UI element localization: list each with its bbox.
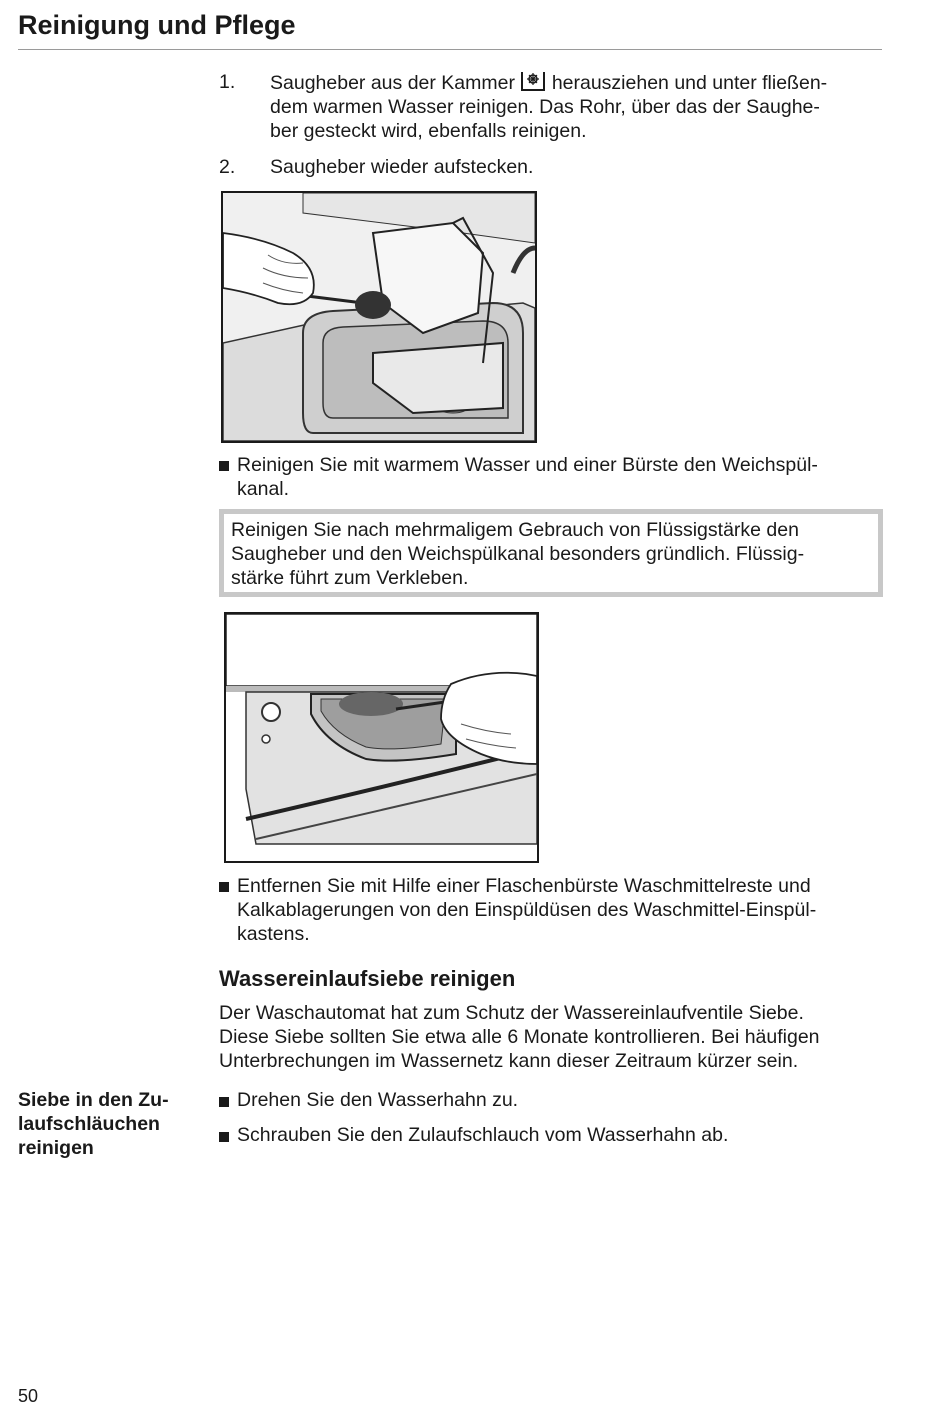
bullet-marker [219, 461, 229, 471]
bullet-marker [219, 1097, 229, 1107]
step-line: ber gesteckt wird, ebenfalls reinigen. [270, 120, 587, 142]
paragraph-line: Der Waschautomat hat zum Schutz der Wassereinlaufventile Siebe. [219, 1002, 804, 1024]
note-box [219, 509, 883, 597]
bullet-line: Reinigen Sie mit warmem Wasser und einer Bürste den Weichspül- [237, 454, 818, 476]
note-line: Saugheber und den Weichspülkanal besonders gründlich. Flüssig- [231, 543, 805, 565]
bullet-text: Schrauben Sie den Zulaufschlauch vom Wasserhahn ab. [237, 1124, 729, 1146]
bullet-line: Entfernen Sie mit Hilfe einer Flaschenbürste Waschmittelreste und [237, 875, 811, 897]
bullet-line: kastens. [237, 923, 310, 945]
bullet-text [237, 453, 882, 501]
softener-chamber-icon [520, 70, 546, 92]
page-number: 50 [18, 1386, 39, 1406]
section-heading: Wassereinlaufsiebe reinigen [219, 966, 516, 991]
note-text [231, 518, 871, 590]
page-title: Reinigung und Pflege [18, 10, 296, 40]
step-text: Saugheber wieder aufstecken. [270, 156, 534, 178]
step-line: herausziehen und unter fließen- [551, 72, 828, 94]
note-line: stärke führt zum Verkleben. [231, 567, 469, 589]
bullet-text: Drehen Sie den Wasserhahn zu. [237, 1089, 519, 1111]
bullet-line: kanal. [237, 478, 290, 500]
step-text [270, 70, 882, 143]
bullet-line: Kalkablagerungen von den Einspüldüsen des Waschmittel-Einspül- [237, 899, 817, 921]
paragraph-line: Unterbrechungen im Wassernetz kann dieser Zeitraum kürzer sein. [219, 1050, 799, 1072]
step-line: dem warmen Wasser reinigen. Das Rohr, über das der Saughe- [270, 96, 820, 118]
sidebar-line: Siebe in den Zu- [18, 1089, 169, 1111]
paragraph-line: Diese Siebe sollten Sie etwa alle 6 Monate kontrollieren. Bei häufigen [219, 1026, 820, 1048]
step-number: 1. [219, 71, 236, 93]
step-number: 2. [219, 156, 236, 178]
step-line: Saugheber aus der Kammer [270, 72, 515, 94]
header-divider [18, 49, 882, 50]
sidebar-line: laufschläuchen [18, 1113, 160, 1135]
sidebar-line: reinigen [18, 1137, 94, 1159]
siphon-cleaning-illustration [221, 191, 537, 443]
nozzle-cleaning-illustration [224, 612, 539, 863]
bullet-text [237, 874, 882, 946]
bullet-marker [219, 1132, 229, 1142]
note-line: Reinigen Sie nach mehrmaligem Gebrauch von Flüssigstärke den [231, 519, 799, 541]
bullet-marker [219, 882, 229, 892]
sidebar-label [18, 1088, 198, 1160]
section-paragraph [219, 1001, 879, 1073]
